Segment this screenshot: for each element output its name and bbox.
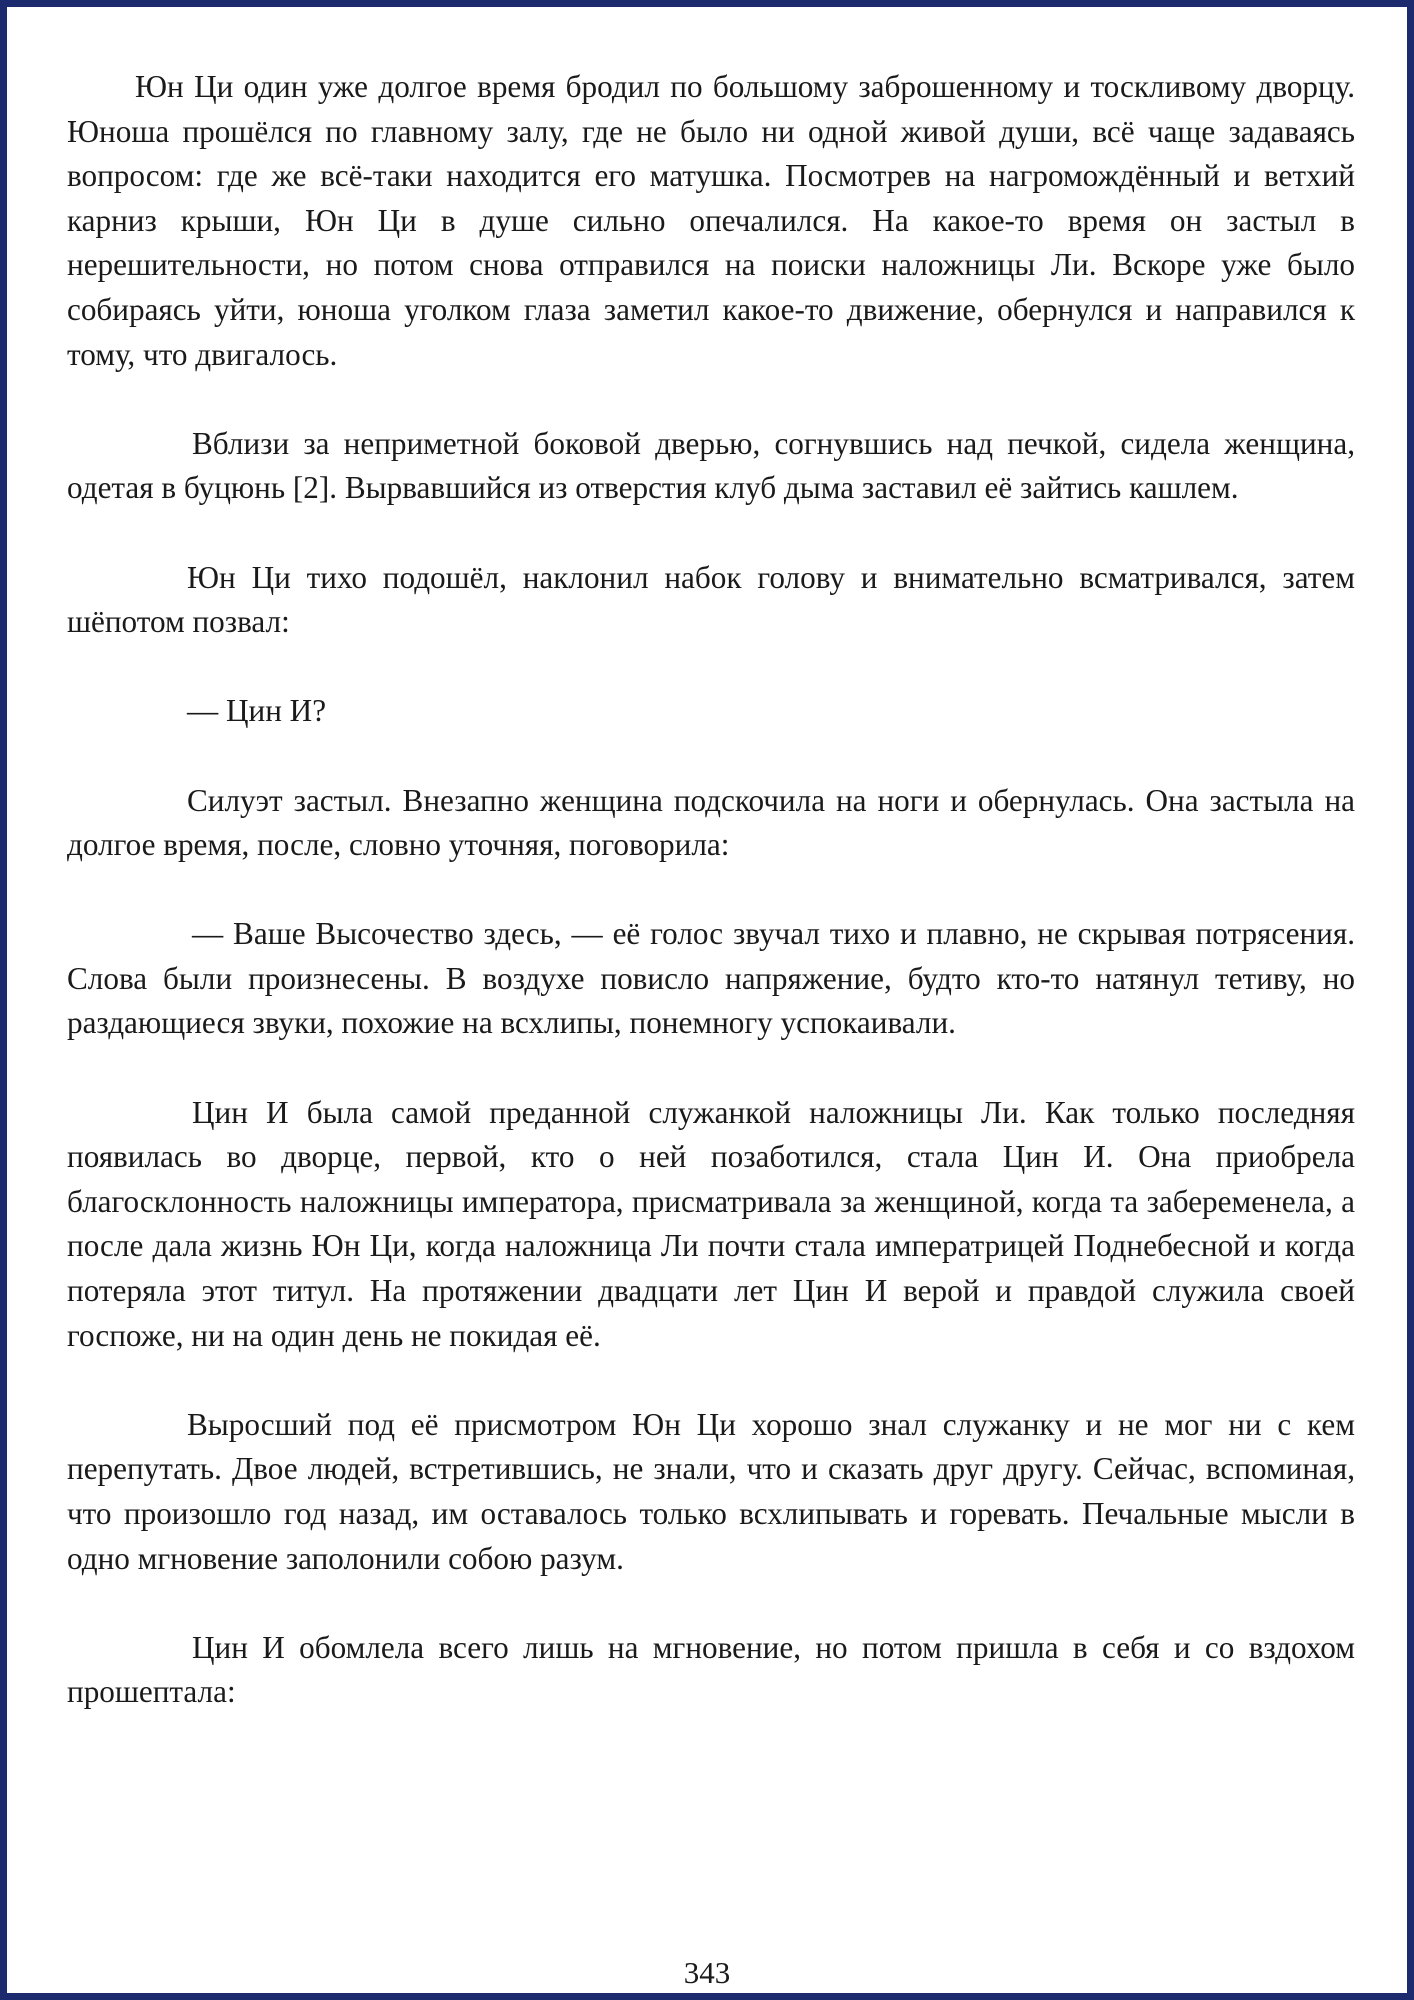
page-body-text bbox=[67, 65, 1355, 1715]
paragraph-dialogue: — Ваше Высочество здесь, — её голос звучал тихо и плавно, не скрывая потрясения. Слова были произнесены. В воздухе повисло напряжение, будто кто-то натянул тетиву, но раздающиеся звуки, похожие на всхлипы, понемногу успокаивали. bbox=[67, 916, 1355, 1041]
paragraph: Вблизи за неприметной боковой дверью, согнувшись над печкой, сидела женщина, одетая в буцюнь [2]. Вырвавшийся из отверстия клуб дыма заставил её зайтись кашлем. bbox=[67, 425, 1355, 506]
paragraph-dialogue: — Цин И? bbox=[187, 693, 327, 729]
page-number: 343 bbox=[683, 1955, 731, 1990]
paragraph: Юн Ци один уже долгое время бродил по большому заброшенному и тоскливому дворцу. Юноша прошёлся по главному залу, где не было ни одной живой души, всё чаще задаваясь вопросом: где же всё-таки находится его матушка. Посмотрев на нагромождённый и ветхий карниз крыши, Юн Ци в душе сильно опечалился. На какое-то время он застыл в нерешительности, но потом снова отправился на поиски наложницы Ли. Вскоре уже было собираясь уйти, юноша уголком глаза заметил какое-то движение, обернулся и направился к тому, что двигалось. bbox=[67, 69, 1355, 372]
paragraph: Цин И была самой преданной служанкой наложницы Ли. Как только последняя появилась во дворце, первой, кто о ней позаботился, стала Цин И. Она приобрела благосклонность наложницы императора, присматривала за женщиной, когда та забеременела, а после дала жизнь Юн Ци, когда наложница Ли почти стала императрицей Поднебесной и когда потеряла этот титул. На протяжении двадцати лет Цин И верой и правдой служила своей госпоже, ни на один день не покидая её. bbox=[67, 1094, 1355, 1353]
paragraph: Силуэт застыл. Внезапно женщина подскочила на ноги и обернулась. Она застыла на долгое время, после, словно уточняя, поговорила: bbox=[67, 782, 1355, 863]
paragraph: Цин И обомлела всего лишь на мгновение, но потом пришла в себя и со вздохом прошептала: bbox=[67, 1629, 1355, 1710]
paragraph: Юн Ци тихо подошёл, наклонил набок голову и внимательно всматривался, затем шёпотом позвал: bbox=[67, 559, 1355, 640]
paragraph: Выросший под её присмотром Юн Ци хорошо знал служанку и не мог ни с кем перепутать. Двое людей, встретившись, не знали, что и сказать друг другу. Сейчас, вспоминая, что произошло год назад, им оставалось только всхлипывать и горевать. Печальные мысли в одно мгновение заполонили собою разум. bbox=[67, 1406, 1355, 1576]
